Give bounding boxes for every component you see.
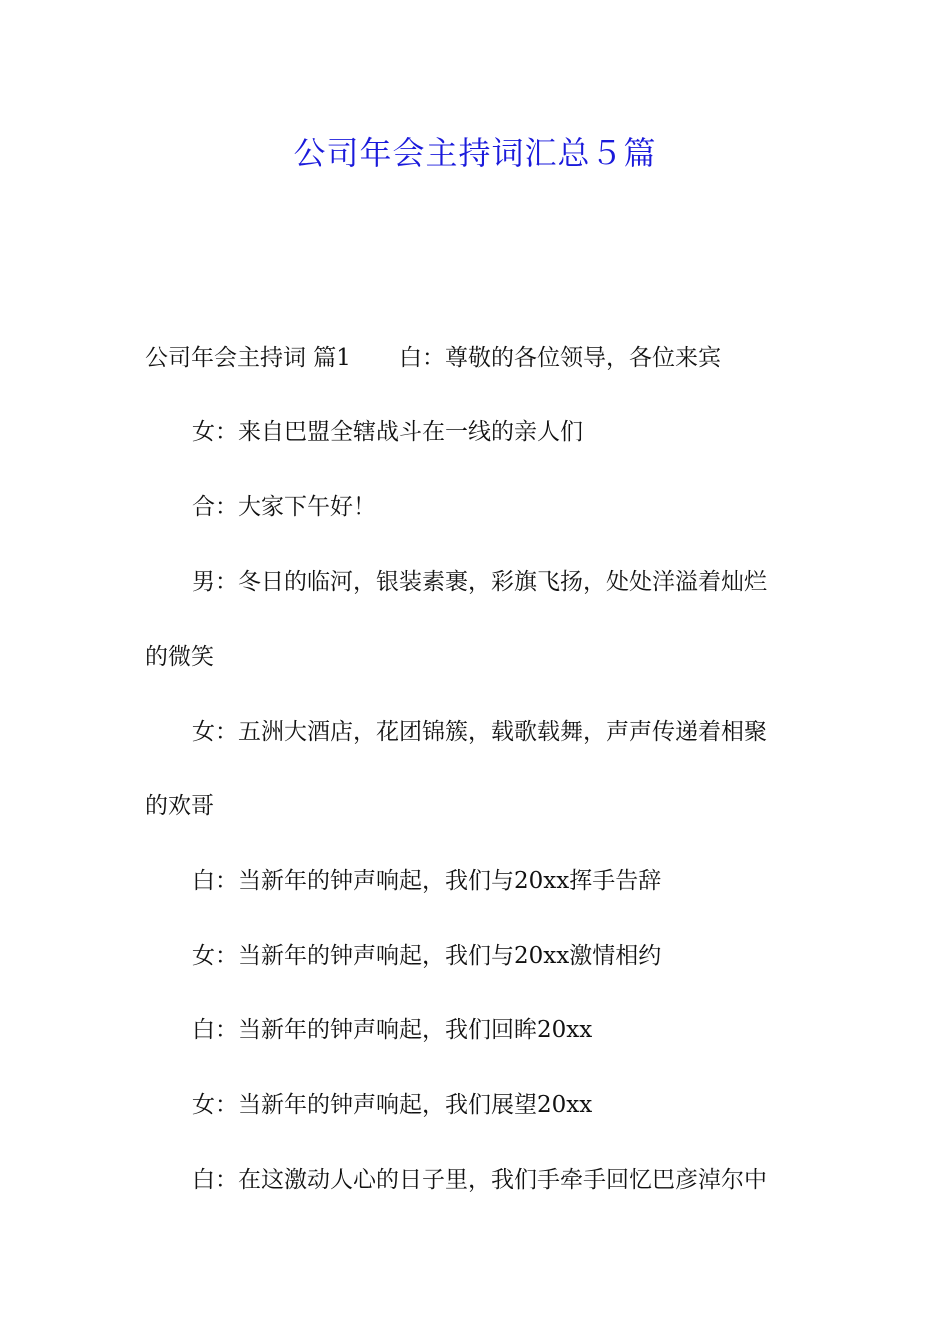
paragraph-line: 白：当新年的钟声响起，我们与20xx挥手告辞 [192,868,662,894]
paragraph-line: 女：当新年的钟声响起，我们与20xx激情相约 [192,943,662,969]
paragraph-text: 白：尊敬的各位领导，各位来宾 [398,345,721,371]
document-title: 公司年会主持词汇总５篇 [293,134,657,172]
paragraph-continuation: 的欢哥 [145,793,214,819]
section-heading: 公司年会主持词 篇1 [145,345,351,371]
paragraph-line: 男：冬日的临河，银装素裹，彩旗飞扬，处处洋溢着灿烂 [192,569,767,595]
paragraph-line: 合：大家下午好！ [192,494,376,520]
paragraph-line: 女：当新年的钟声响起，我们展望20xx [192,1092,593,1118]
paragraph-line: 女：五洲大酒店，花团锦簇，载歌载舞，声声传递着相聚 [192,719,767,745]
paragraph-line: 白：在这激动人心的日子里，我们手牵手回忆巴彦淖尔中 [192,1167,767,1193]
paragraph-line: 女：来自巴盟全辖战斗在一线的亲人们 [192,419,583,445]
first-paragraph [145,342,721,374]
paragraph-continuation: 的微笑 [145,644,214,670]
paragraph-line: 白：当新年的钟声响起，我们回眸20xx [192,1017,593,1043]
